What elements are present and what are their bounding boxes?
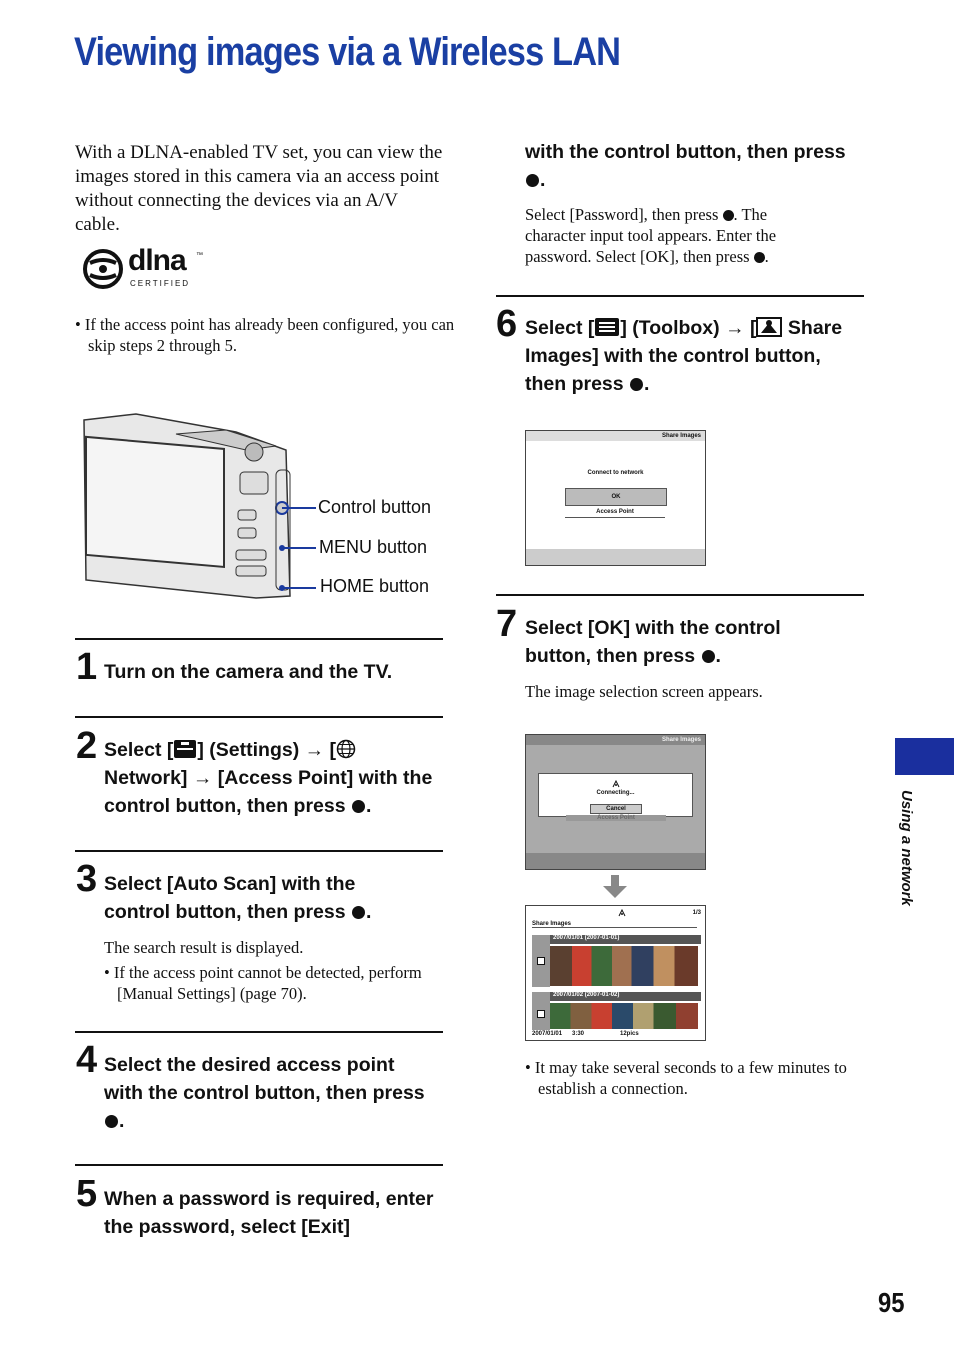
dlna-logo <box>82 244 203 290</box>
step-3-rule <box>75 850 443 852</box>
page-indicator: 1/3 <box>692 910 701 916</box>
step-2-heading <box>104 736 444 820</box>
step-7-bullet: • It may take several seconds to a few minutes to establish a connection. <box>525 1058 847 1098</box>
group-checkbox[interactable] <box>537 1010 545 1018</box>
thumbnail-row-2[interactable] <box>550 1003 698 1029</box>
press-dot-icon <box>702 650 715 663</box>
group-checkbox[interactable] <box>537 957 545 965</box>
step-6-text-c: Share Images] with the control button, then press <box>525 317 843 395</box>
screen-connecting <box>525 734 706 870</box>
step-5-body-b: . The character input tool appears. Enter the password. Select [OK], then press <box>525 205 777 266</box>
ok-option[interactable]: OK <box>565 488 667 506</box>
connecting-status: Connecting... <box>596 790 635 796</box>
step-2-text-d: . <box>366 795 372 817</box>
step-3-body: The search result is displayed. <box>104 938 304 957</box>
press-dot-icon <box>105 1115 118 1128</box>
press-dot-icon <box>630 378 643 391</box>
step-4-rule <box>75 1031 443 1033</box>
step-6-rule <box>496 295 864 297</box>
step-3-text-b: . <box>366 901 372 923</box>
dlna-certified: CERTIFIED <box>130 279 191 288</box>
connect-prompt: Connect to network <box>587 470 644 476</box>
cancel-button[interactable]: Cancel <box>590 804 642 814</box>
step-5-cont-b: . <box>540 169 546 191</box>
step-6-heading <box>525 314 860 398</box>
step-3-heading <box>104 870 424 926</box>
step-4-number: 4 <box>76 1039 98 1081</box>
press-dot-icon <box>754 252 765 263</box>
step-5-number: 5 <box>76 1173 98 1215</box>
settings-toolbox-icon <box>173 739 197 759</box>
step-5-heading: When a password is required, enter the password, select [Exit] <box>104 1188 434 1238</box>
camera-illustration <box>76 410 316 602</box>
step-7-body: The image selection screen appears. <box>525 682 763 701</box>
connecting-dialog <box>538 773 693 817</box>
step-7-number: 7 <box>496 603 518 645</box>
step-1-rule <box>75 638 443 640</box>
date-group-1 <box>532 935 700 987</box>
step-1-heading: Turn on the camera and the TV. <box>104 661 393 683</box>
press-dot-icon <box>526 174 539 187</box>
step-2-text-c: Network] → [Access Point] with the control button, then press <box>104 767 433 817</box>
screen-footer-bar <box>526 549 705 565</box>
step-5-body <box>525 204 825 267</box>
dlna-wordmark: dlna <box>128 244 186 277</box>
press-dot-icon <box>352 906 365 919</box>
share-images-icon <box>756 317 782 337</box>
page-title: Viewing images via a Wireless LAN <box>74 30 621 74</box>
dlna-tm: ™ <box>196 252 203 259</box>
dlna-emblem-icon <box>82 248 128 290</box>
step-6-number: 6 <box>496 303 518 345</box>
callout-control-button: Control button <box>318 497 432 517</box>
step-7-heading <box>525 614 845 670</box>
step-4-text-a: Select the desired access point with the control button, then press <box>104 1054 425 1104</box>
step-7-text-b: . <box>715 645 721 667</box>
screen-header-title: Share Images <box>661 433 701 439</box>
screen-connect-to-network <box>525 430 706 566</box>
step-1-number: 1 <box>76 646 98 688</box>
step-2-rule <box>75 716 443 718</box>
toolbox-icon <box>594 317 620 337</box>
screen-footer-bar <box>526 853 705 869</box>
down-arrow-icon <box>602 875 628 899</box>
access-point-option: Access Point <box>566 815 666 821</box>
step-2-text-a: Select [ <box>104 739 174 761</box>
section-tab-label: Using a network <box>898 790 915 906</box>
press-dot-icon <box>352 800 365 813</box>
network-status-icon <box>618 909 626 917</box>
step-4-heading <box>104 1051 434 1135</box>
step-5-body-c: . <box>764 247 769 266</box>
step-5-heading-continued <box>525 138 855 194</box>
footer-count: 12pics <box>620 1031 639 1037</box>
date-header-2: 2007/01/02 (2007-01-02) <box>550 992 701 1001</box>
step-3-number: 3 <box>76 858 98 900</box>
step-2-number: 2 <box>76 725 98 767</box>
step-5-rule <box>75 1164 443 1166</box>
footer-time: 3:30 <box>572 1031 585 1037</box>
step-2-text-b: ] (Settings) → [ <box>197 739 337 761</box>
intro-text: With a DLNA-enabled TV set, you can view the images stored in this camera via an access point without connecting the devices via an A/V cable. <box>75 142 443 235</box>
note-skip-steps: • If the access point has already been configured, you can skip steps 2 through 5. <box>75 315 455 355</box>
step-7-text-a: Select [OK] with the control button, then press <box>525 617 781 667</box>
page-number: 95 <box>878 1287 905 1318</box>
step-4-text-b: . <box>119 1110 125 1132</box>
callout-home-button: HOME button <box>320 576 430 596</box>
network-status-icon <box>612 780 620 788</box>
access-point-option[interactable]: Access Point <box>565 509 665 518</box>
step-3-text-a: Select [Auto Scan] with the control button, then press <box>104 873 356 923</box>
date-group-2 <box>532 992 700 1030</box>
step-3-bullet: • If the access point cannot be detected, perform [Manual Settings] (page 70). <box>104 963 422 1003</box>
step-6-text-a: Select [ <box>525 317 595 339</box>
globe-network-icon <box>336 739 356 759</box>
screen-image-selection <box>525 905 706 1041</box>
step-5-body-a: Select [Password], then press <box>525 205 723 224</box>
step-6-text-b: ] (Toolbox) → [ <box>620 317 757 339</box>
thumbnail-row-1[interactable] <box>550 946 698 986</box>
callout-menu-button: MENU button <box>319 537 428 557</box>
section-tab <box>895 738 954 775</box>
step-6-text-d: . <box>644 373 650 395</box>
screen-header-title: Share Images <box>532 921 697 928</box>
press-dot-icon <box>723 210 734 221</box>
step-5-cont-a: with the control button, then press <box>525 141 846 163</box>
screen-header-title: Share Images <box>661 737 701 743</box>
date-header-1: 2007/01/01 (2007-01-01) <box>550 935 701 944</box>
step-7-rule <box>496 594 864 596</box>
footer-date: 2007/01/01 <box>532 1031 563 1037</box>
